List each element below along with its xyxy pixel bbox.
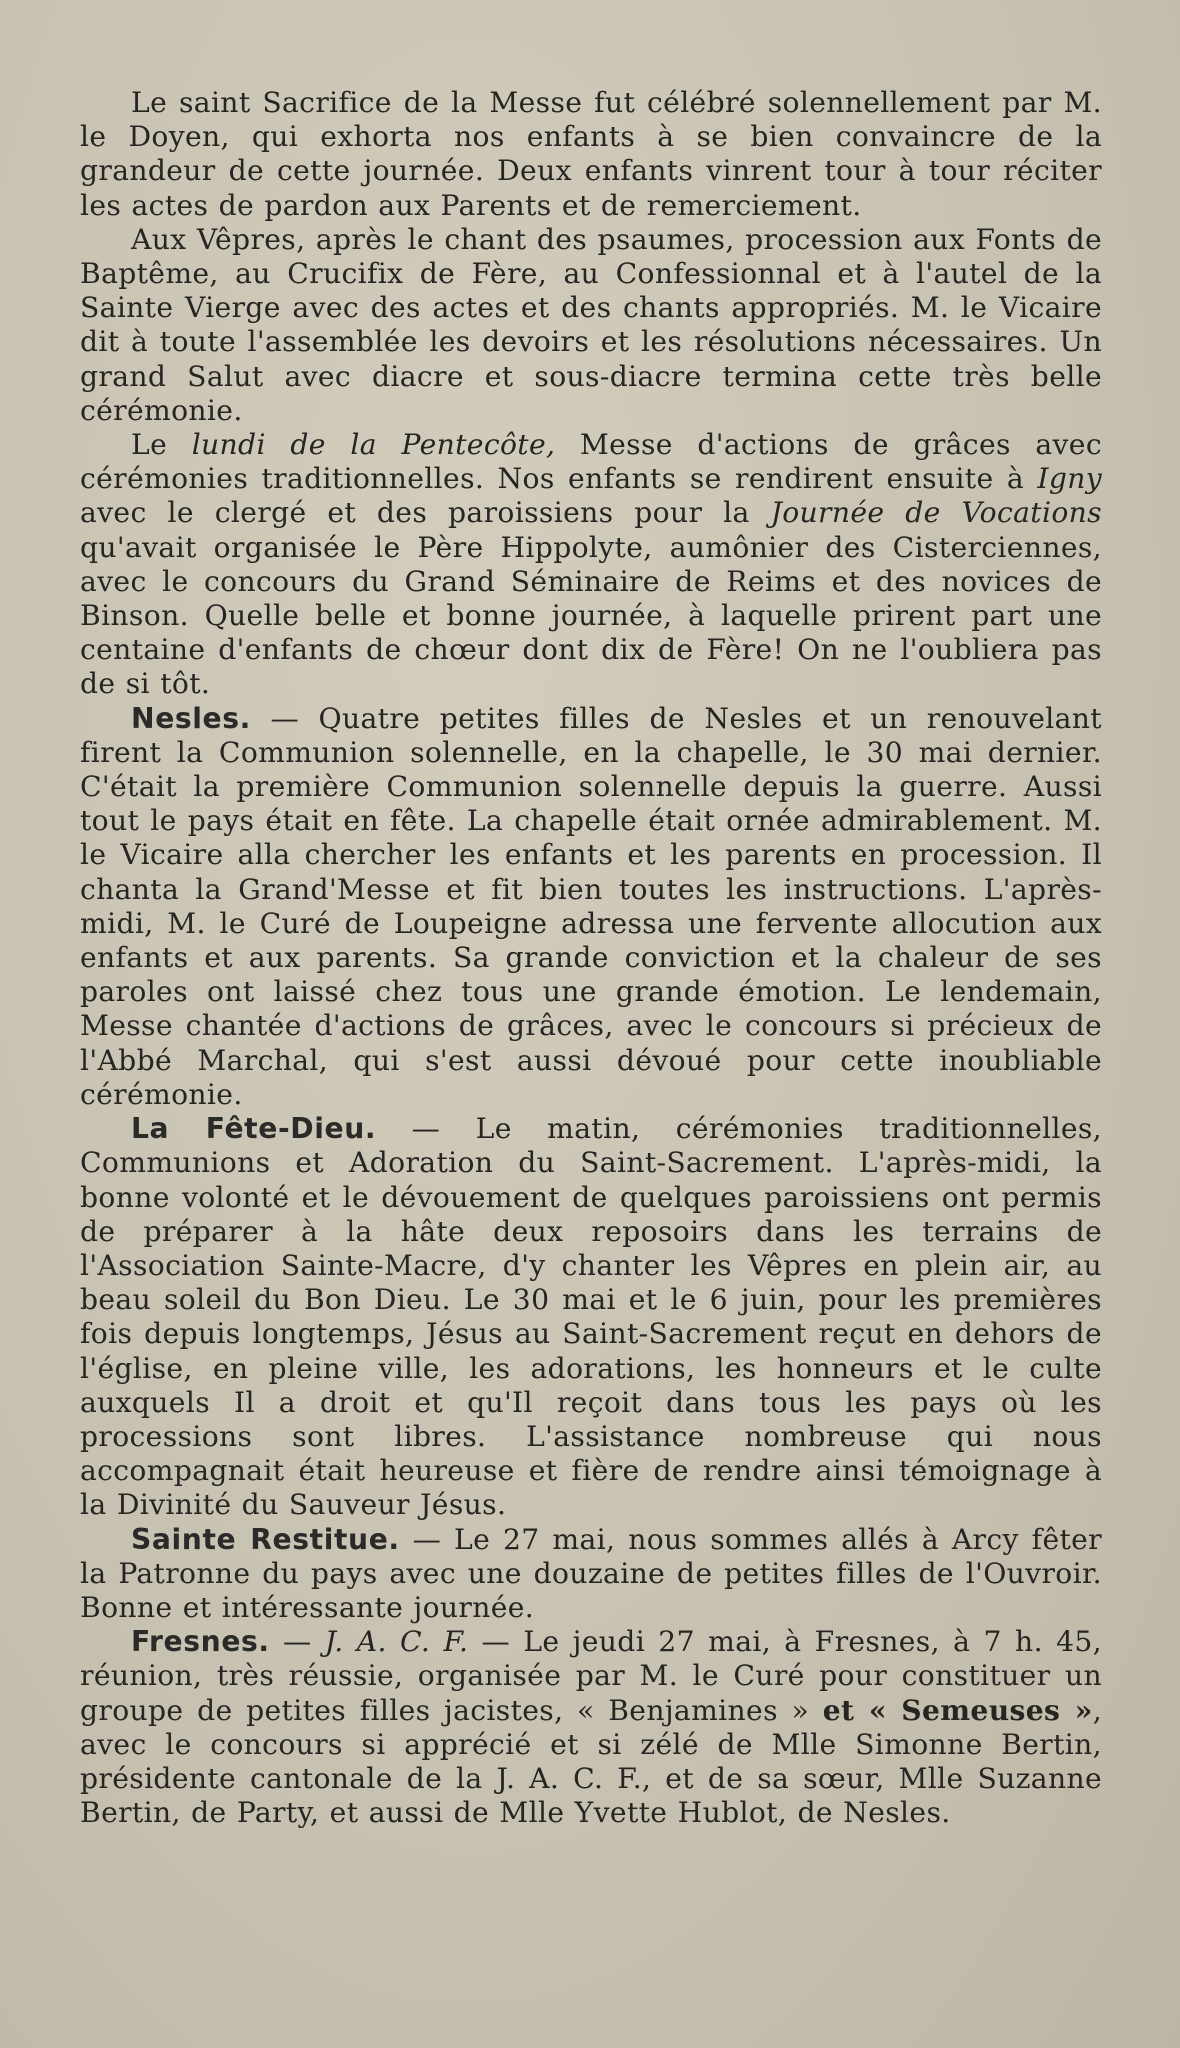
section-heading-fete-dieu: La Fête-Dieu. [131,1112,377,1146]
italic-journee-vocations: Journée de Vocations [770,496,1102,530]
paragraph-fresnes [80,1625,1102,1830]
text-run: — Le jeudi 27 mai, à Fresnes, à 7 h. 45, réunion, très réussie, organisée par M. le Curé pour constituer un groupe de petites filles jacistes, « Benjamines » [80,1625,1102,1727]
section-heading-fresnes: Fresnes. [131,1625,270,1659]
text-run: Le [131,428,192,462]
paragraph-fete-dieu [80,1112,1102,1522]
text-run: — Quatre petites filles de Nesles et un renouvelant firent la Communion solennelle, en la chapelle, le 30 mai dernier. C'était la première Communion solennelle depuis la guerre. Aussi tout le pays était en fête. La chapelle était ornée admirablement. M. le Vicaire alla chercher les enfants et les parents en procession. Il chanta la Grand'Messe et fit bien toutes les instructions. L'après-midi, M. le Curé de Loupeigne adressa une fervente allocution aux enfants et aux parents. Sa grande conviction et la chaleur de ses paroles ont laissé chez tous une grande émotion. Le lendemain, Messe chantée d'actions de grâces, avec le concours si précieux de l'Abbé Marchal, qui s'est aussi dévoué pour cette inoubliable cérémonie. [80,701,1102,1111]
text-run: — [269,1625,325,1659]
section-heading-sainte-restitue: Sainte Restitue. [131,1522,400,1556]
italic-run: lundi de la Pentecôte, [191,428,556,462]
text-run: qu'avait organisée le Père Hippolyte, aumônier des Cisterciennes, avec le concours du Grand Séminaire de Reims et des novices de Binson. Quelle belle et bonne journée, à laquelle prirent part une centaine d'enfants de chœur dont dix de Fère! On ne l'oubliera pas de si tôt. [80,530,1102,701]
paragraph-mass: Le saint Sacrifice de la Messe fut célébré solennellement par M. le Doyen, qui exhorta nos enfants à se bien convaincre de la grandeur de cette journée. Deux enfants vinrent tour à tour réciter les actes de pardon aux Parents et de remerciement. [80,86,1102,222]
paragraph-sainte-restitue [80,1523,1102,1626]
text-run: Messe d'actions de grâces avec cérémonies traditionnelles. Nos enfants se rendirent ensuite à [80,428,1102,496]
paragraph-pentecost-monday [80,428,1102,702]
bold-semeuses: et « Semeuses » [822,1693,1093,1727]
paragraph-vespers: Aux Vêpres, après le chant des psaumes, procession aux Fonts de Baptême, au Crucifix de Fère, au Confessionnal et à l'autel de la Sainte Vierge avec des actes et des chants appropriés. M. le Vicaire dit à toute l'assemblée les devoirs et les résolutions nécessaires. Un grand Salut avec diacre et sous-diacre termina cette très belle cérémonie. [80,222,1102,427]
text-run: , avec le concours si apprécié et si zélé de Mlle Simonne Bertin, présidente cantonale de la J. A. C. F., et de sa sœur, Mlle Suzanne Bertin, de Party, et aussi de Mlle Yvette Hublot, de Nesles. [80,1693,1102,1830]
text-run: — Le matin, cérémonies traditionnelles, Communions et Adoration du Saint-Sacrement. L'après-midi, la bonne volonté et le dévouement de quelques paroissiens ont permis de préparer à la hâte deux reposoirs dans les terrains de l'Association Sainte-Macre, d'y chanter les Vêpres en plein air, au beau soleil du Bon Dieu. Le 30 mai et le 6 juin, pour les premières fois depuis longtemps, Jésus au Saint-Sacrement reçut en dehors de l'église, en pleine ville, les adorations, les honneurs et le culte auxquels Il a droit et qu'Il reçoit dans tous les pays où les processions sont libres. L'assistance nombreuse qui nous accompagnait était heureuse et fière de rendre ainsi témoignage à la Divinité du Sauveur Jésus. [80,1112,1102,1522]
text-run: — Le 27 mai, nous sommes allés à Arcy fêter la Patronne du pays avec une douzaine de petites filles de l'Ouvroir. Bonne et intéressante journée. [80,1522,1103,1624]
italic-place-igny: Igny [1037,462,1102,496]
text-run: avec le clergé et des paroissiens pour la [80,496,771,530]
section-heading-nesles: Nesles. [131,701,251,735]
italic-jacf: J. A. C. F. [324,1625,469,1659]
text-column [80,86,1102,1830]
paragraph-nesles [80,702,1102,1112]
